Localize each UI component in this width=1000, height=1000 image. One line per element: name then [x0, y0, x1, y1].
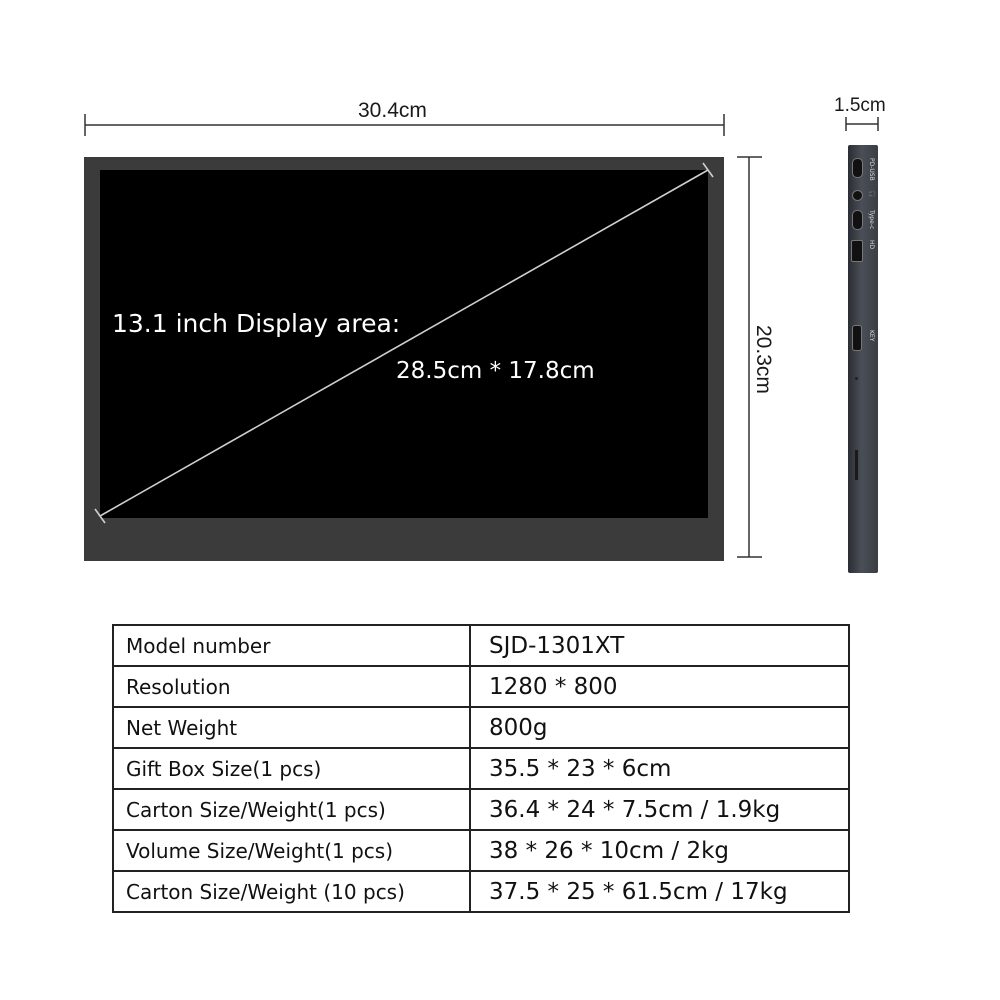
- spec-value: 38 * 26 * 10cm / 2kg: [470, 830, 849, 871]
- spec-table: [112, 624, 850, 913]
- usb-c-port-icon: [852, 210, 863, 230]
- spec-label: Net Weight: [113, 707, 470, 748]
- height-label: 20.3cm: [752, 325, 775, 394]
- spec-value: 37.5 * 25 * 61.5cm / 17kg: [470, 871, 849, 912]
- port-label-pd-usb: PD-USB: [868, 158, 875, 181]
- spec-label: Resolution: [113, 666, 470, 707]
- diagonal-tick-bottom: [95, 509, 105, 523]
- hdmi-port-icon: [851, 240, 863, 262]
- port-label-hd: HD: [868, 240, 875, 250]
- spec-label: Carton Size/Weight(1 pcs): [113, 789, 470, 830]
- port-label-key: KEY: [868, 330, 875, 342]
- display-area-size: 28.5cm * 17.8cm: [396, 358, 595, 384]
- table-row: [113, 830, 849, 871]
- speaker-slot: [855, 450, 858, 480]
- table-row: [113, 748, 849, 789]
- port-label-headphone: 🎧: [868, 190, 875, 198]
- table-row: [113, 789, 849, 830]
- table-row: [113, 707, 849, 748]
- headphone-jack-icon: [852, 190, 863, 201]
- led-indicator: [855, 377, 858, 380]
- table-row: [113, 666, 849, 707]
- spec-label: Carton Size/Weight (10 pcs): [113, 871, 470, 912]
- spec-value: 800g: [470, 707, 849, 748]
- spec-label: Volume Size/Weight(1 pcs): [113, 830, 470, 871]
- spec-label: Gift Box Size(1 pcs): [113, 748, 470, 789]
- spec-value: 1280 * 800: [470, 666, 849, 707]
- table-row: [113, 625, 849, 666]
- key-button-icon: [852, 325, 862, 351]
- usb-c-port-icon: [852, 158, 863, 178]
- width-label: 30.4cm: [358, 99, 427, 122]
- spec-value: 35.5 * 23 * 6cm: [470, 748, 849, 789]
- display-area-title: 13.1 inch Display area:: [112, 309, 401, 338]
- spec-value: 36.4 * 24 * 7.5cm / 1.9kg: [470, 789, 849, 830]
- diagonal-line: [100, 170, 708, 516]
- depth-label: 1.5cm: [834, 95, 886, 116]
- spec-value: SJD-1301XT: [470, 625, 849, 666]
- spec-label: Model number: [113, 625, 470, 666]
- diagonal-tick-top: [703, 163, 713, 177]
- port-label-type-c: Type-c: [868, 210, 875, 230]
- table-row: [113, 871, 849, 912]
